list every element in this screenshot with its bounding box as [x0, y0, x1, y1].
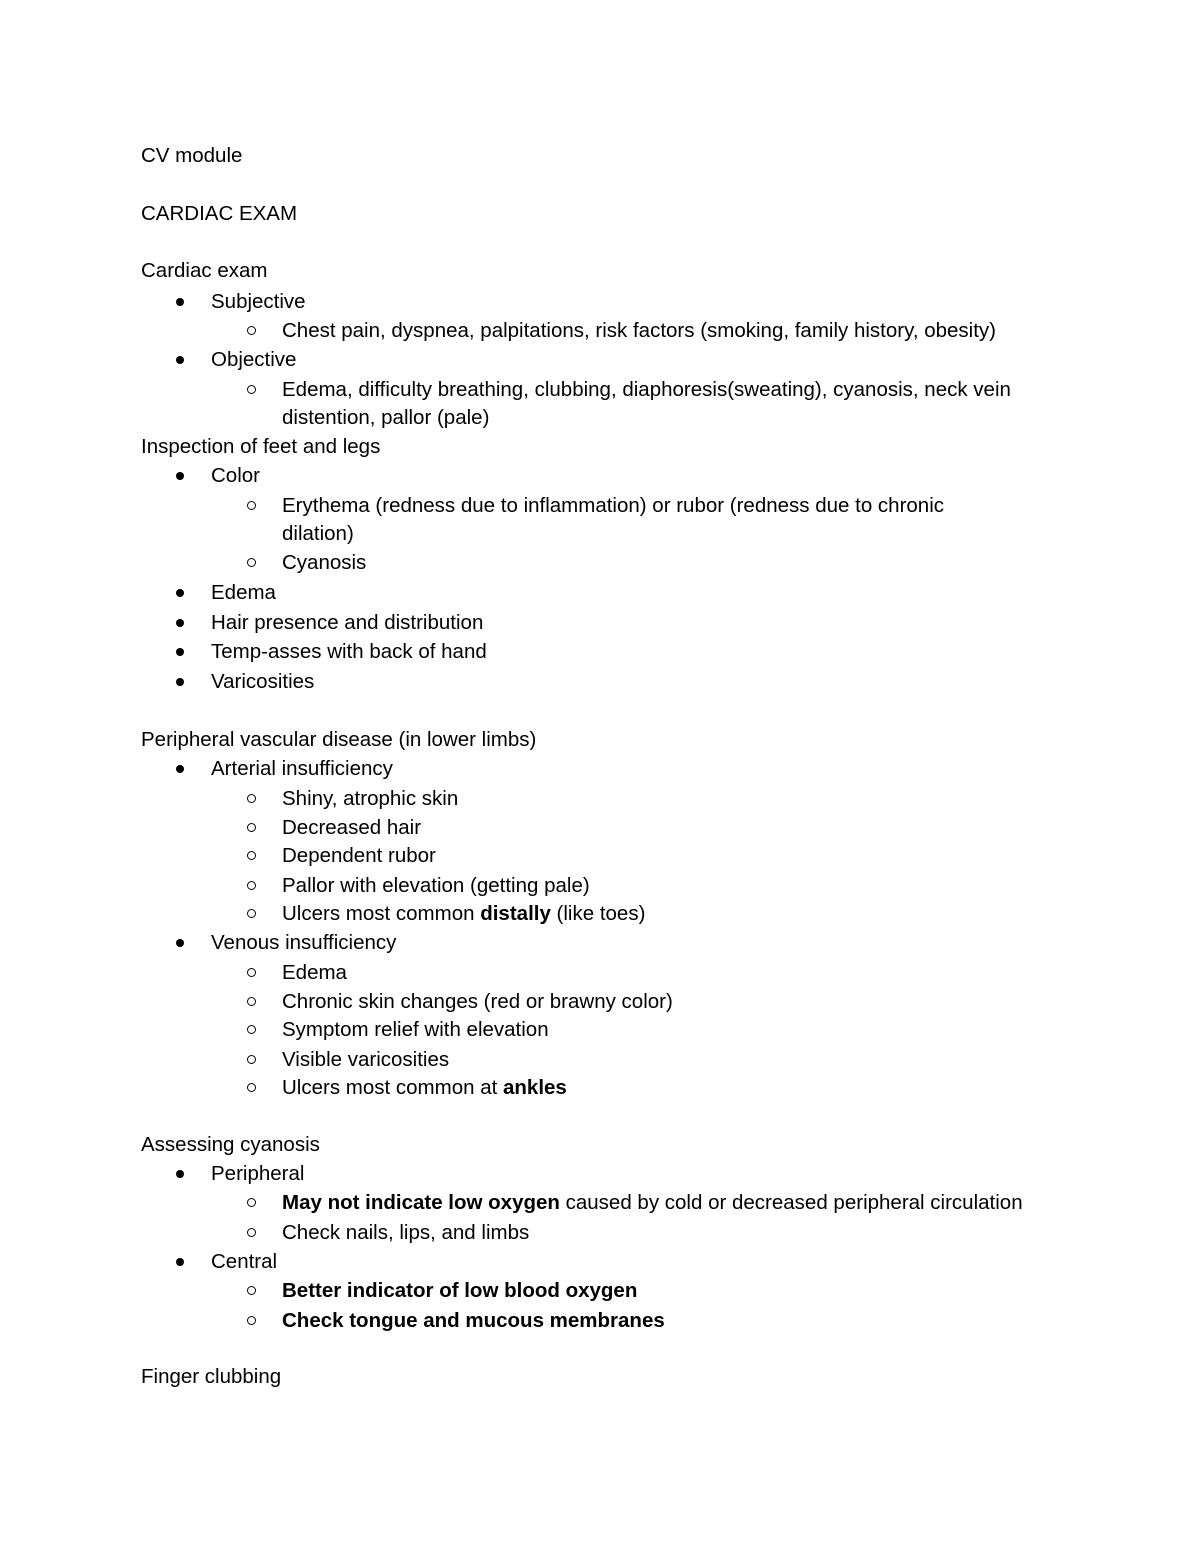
- circle-bullet-icon: [247, 1198, 256, 1207]
- circle-bullet-icon: [247, 558, 256, 567]
- arterial-item: Decreased hair: [282, 816, 422, 839]
- cardiac-exam-heading: Cardiac exam: [141, 259, 268, 282]
- circle-bullet-icon: [247, 1286, 256, 1295]
- varicosities-item: Varicosities: [211, 670, 315, 693]
- peripheral-item2: Check nails, lips, and limbs: [282, 1221, 530, 1244]
- peripheral-item1-text: caused by cold or decreased peripheral circulation: [559, 1191, 1023, 1214]
- arterial-item: Pallor with elevation (getting pale): [282, 874, 590, 897]
- circle-bullet-icon: [247, 1055, 256, 1064]
- central-item1-emphasis: Better indicator of low blood oxygen: [282, 1279, 638, 1302]
- section-title: CARDIAC EXAM: [141, 202, 298, 225]
- central-item2-emphasis: Check tongue and mucous membranes: [282, 1309, 665, 1332]
- venous-label: Venous insufficiency: [211, 931, 397, 954]
- circle-bullet-icon: [247, 851, 256, 860]
- circle-bullet-icon: [247, 997, 256, 1006]
- bullet-icon: [176, 589, 184, 597]
- circle-bullet-icon: [247, 1025, 256, 1034]
- central-item1: [282, 1276, 637, 1305]
- venous-ulcer-text: Ulcers most common at: [282, 1076, 503, 1099]
- central-label: Central: [211, 1250, 278, 1273]
- bullet-icon: [176, 648, 184, 656]
- venous-item: Visible varicosities: [282, 1048, 450, 1071]
- temp-item: Temp-asses with back of hand: [211, 640, 487, 663]
- bullet-icon: [176, 619, 184, 627]
- inspection-heading: Inspection of feet and legs: [141, 435, 381, 458]
- bullet-icon: [176, 1170, 184, 1178]
- arterial-ulcer-emphasis: distally: [480, 902, 551, 925]
- circle-bullet-icon: [247, 881, 256, 890]
- edema-item: Edema: [211, 581, 276, 604]
- circle-bullet-icon: [247, 968, 256, 977]
- venous-ulcer-item: [282, 1073, 567, 1102]
- circle-bullet-icon: [247, 1228, 256, 1237]
- venous-ulcer-emphasis: ankles: [503, 1076, 567, 1099]
- bullet-icon: [176, 472, 184, 480]
- venous-item: Symptom relief with elevation: [282, 1018, 549, 1041]
- circle-bullet-icon: [247, 385, 256, 394]
- circle-bullet-icon: [247, 1316, 256, 1325]
- bullet-icon: [176, 939, 184, 947]
- bullet-icon: [176, 298, 184, 306]
- document-title: CV module: [141, 144, 243, 167]
- objective-item-line2: distention, pallor (pale): [282, 406, 490, 429]
- hair-item: Hair presence and distribution: [211, 611, 484, 634]
- central-item2: [282, 1306, 665, 1335]
- color-item1-line2: dilation): [282, 522, 354, 545]
- peripheral-item1-emphasis: May not indicate low oxygen: [282, 1191, 560, 1214]
- color-item2: Cyanosis: [282, 551, 367, 574]
- arterial-item: Dependent rubor: [282, 844, 436, 867]
- objective-item-line1: Edema, difficulty breathing, clubbing, diaphoresis(sweating), cyanosis, neck vein: [282, 378, 1011, 401]
- bullet-icon: [176, 678, 184, 686]
- peripheral-item1: [282, 1188, 1023, 1217]
- finger-clubbing-heading: Finger clubbing: [141, 1365, 282, 1388]
- color-label: Color: [211, 464, 260, 487]
- objective-label: Objective: [211, 348, 297, 371]
- arterial-ulcer-text: Ulcers most common: [282, 902, 481, 925]
- cyanosis-heading: Assessing cyanosis: [141, 1133, 320, 1156]
- arterial-ulcer-item: [282, 899, 645, 928]
- bullet-icon: [176, 1258, 184, 1266]
- subjective-label: Subjective: [211, 290, 306, 313]
- peripheral-label: Peripheral: [211, 1162, 305, 1185]
- arterial-item: Shiny, atrophic skin: [282, 787, 459, 810]
- color-item1-line1: Erythema (redness due to inflammation) or rubor (redness due to chronic: [282, 494, 945, 517]
- subjective-item: Chest pain, dyspnea, palpitations, risk factors (smoking, family history, obesity): [282, 319, 996, 342]
- pvd-heading: Peripheral vascular disease (in lower limbs): [141, 728, 537, 751]
- circle-bullet-icon: [247, 823, 256, 832]
- venous-item: Edema: [282, 961, 347, 984]
- circle-bullet-icon: [247, 794, 256, 803]
- arterial-ulcer-suffix: (like toes): [550, 902, 646, 925]
- circle-bullet-icon: [247, 501, 256, 510]
- circle-bullet-icon: [247, 909, 256, 918]
- arterial-label: Arterial insufficiency: [211, 757, 393, 780]
- bullet-icon: [176, 356, 184, 364]
- circle-bullet-icon: [247, 326, 256, 335]
- venous-item: Chronic skin changes (red or brawny color): [282, 990, 673, 1013]
- circle-bullet-icon: [247, 1083, 256, 1092]
- bullet-icon: [176, 765, 184, 773]
